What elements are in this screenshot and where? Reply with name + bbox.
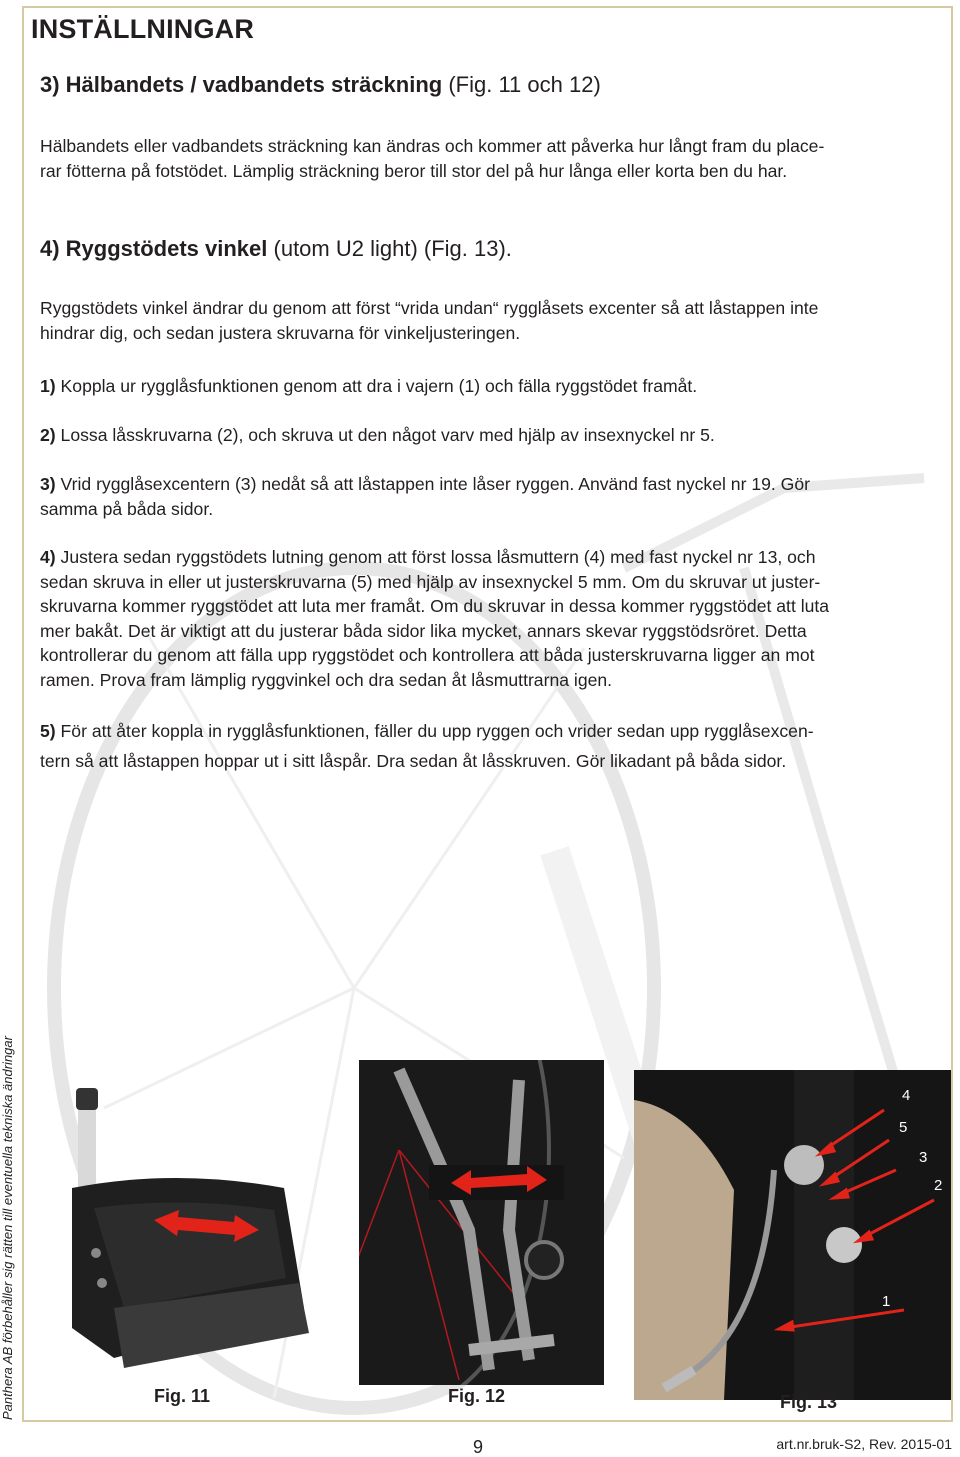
- step-text: Vrid rygglåsexcentern (3) nedåt så att låstappen inte låser ryggen. Använd fast nyckel nr 19. Gör: [60, 474, 810, 494]
- step-number: 1): [40, 376, 56, 396]
- section3-text-line: Hälbandets eller vadbandets sträckning kan ändras och kommer att påverka hur långt fram du place-: [40, 136, 825, 156]
- section3-title: [40, 72, 601, 98]
- step-text: mer bakåt. Det är viktigt att du justerar båda sidor lika mycket, annars skevar ryggstödsröret. Detta: [40, 620, 807, 641]
- step-number: 2): [40, 425, 56, 445]
- step-text: Koppla ur rygglåsfunktionen genom att dra i vajern (1) och fälla ryggstödet framåt.: [60, 376, 698, 396]
- section4-title-rest: (utom U2 light) (Fig. 13).: [267, 236, 512, 261]
- step-text: Justera sedan ryggstödets lutning genom att först lossa låsmuttern (4) med fast nyckel nr 13, och: [60, 547, 816, 567]
- step-4: [40, 545, 950, 692]
- step-text: Lossa låsskruvarna (2), och skruva ut den något varv med hjälp av insexnyckel nr 5.: [60, 425, 715, 445]
- section3-title-rest: (Fig. 11 och 12): [442, 72, 601, 97]
- step-text: ramen. Prova fram lämplig ryggvinkel och dra sedan åt låsmuttrarna igen.: [40, 669, 613, 690]
- page-frame: [22, 6, 953, 1422]
- fig11-footrest-photo: [54, 1078, 314, 1378]
- step-line: [40, 423, 950, 448]
- section4-title: [40, 236, 512, 262]
- callout-2: 2: [934, 1177, 943, 1194]
- section4-intro-line: hindrar dig, och sedan justera skruvarna för vinkeljusteringen.: [40, 322, 521, 343]
- section3-title-bold: 3) Hälbandets / vadbandets sträckning: [40, 72, 443, 97]
- step-5: [40, 716, 950, 776]
- step-text: kontrollerar du genom att fälla upp ryggstödet och kontrollera att båda justerskruvarna ligger an mot: [40, 645, 815, 665]
- callout-1: 1: [882, 1293, 891, 1310]
- side-disclaimer: Panthera AB förbehåller sig rätten till eventuella tekniska ändringar: [0, 1036, 15, 1420]
- article-number: art.nr.bruk-S2, Rev. 2015-01: [776, 1436, 952, 1452]
- step-line: [40, 374, 950, 399]
- fig11-label: Fig. 11: [154, 1386, 211, 1406]
- step-text: samma på båda sidor.: [40, 498, 214, 519]
- step-text: tern så att låstappen hoppar ut i sitt låspår. Dra sedan åt låsskruven. Gör likadant på båda sidor.: [40, 751, 787, 771]
- section3-text: [40, 134, 950, 183]
- callout-5: 5: [899, 1119, 908, 1136]
- callout-3: 3: [919, 1149, 928, 1166]
- step-line: [40, 545, 950, 570]
- fig12-frame-photo: [359, 1060, 604, 1385]
- step-number: 4): [40, 547, 56, 567]
- step-line: [40, 716, 950, 746]
- section4-intro-line: Ryggstödets vinkel ändrar du genom att först “vrida undan“ rygglåsets excenter så att låstappen inte: [40, 298, 819, 318]
- step-text: För att åter koppla in rygglåsfunktionen, fäller du upp ryggen och vrider sedan upp rygglåsexcen-: [60, 721, 814, 741]
- step-3: [40, 472, 950, 521]
- callout-4: 4: [902, 1087, 911, 1104]
- step-1: [40, 374, 950, 399]
- section3-text-line: rar fötterna på fotstödet. Lämplig sträckning beror till stor del på hur långa eller korta ben du har.: [40, 160, 788, 181]
- section4-intro: [40, 296, 950, 345]
- fig12-label: Fig. 12: [448, 1386, 506, 1406]
- page-number: 9: [473, 1437, 484, 1457]
- fig13-backrest-lock-photo: [634, 1070, 952, 1400]
- step-number: 5): [40, 721, 56, 741]
- step-2: [40, 423, 950, 448]
- step-text: skruvarna kommer ryggstödet att luta mer framåt. Om du skruvar in dessa kommer ryggstödet att luta: [40, 596, 830, 616]
- page-heading: INSTÄLLNINGAR: [31, 14, 255, 44]
- step-text: sedan skruva in eller ut justerskruvarna (5) med hjälp av insexnyckel 5 mm. Om du skruvar ut juster-: [40, 571, 821, 592]
- section4-title-bold: 4) Ryggstödets vinkel: [40, 236, 268, 261]
- fig13-label: Fig. 13: [780, 1392, 838, 1412]
- step-number: 3): [40, 474, 56, 494]
- step-line: [40, 472, 950, 497]
